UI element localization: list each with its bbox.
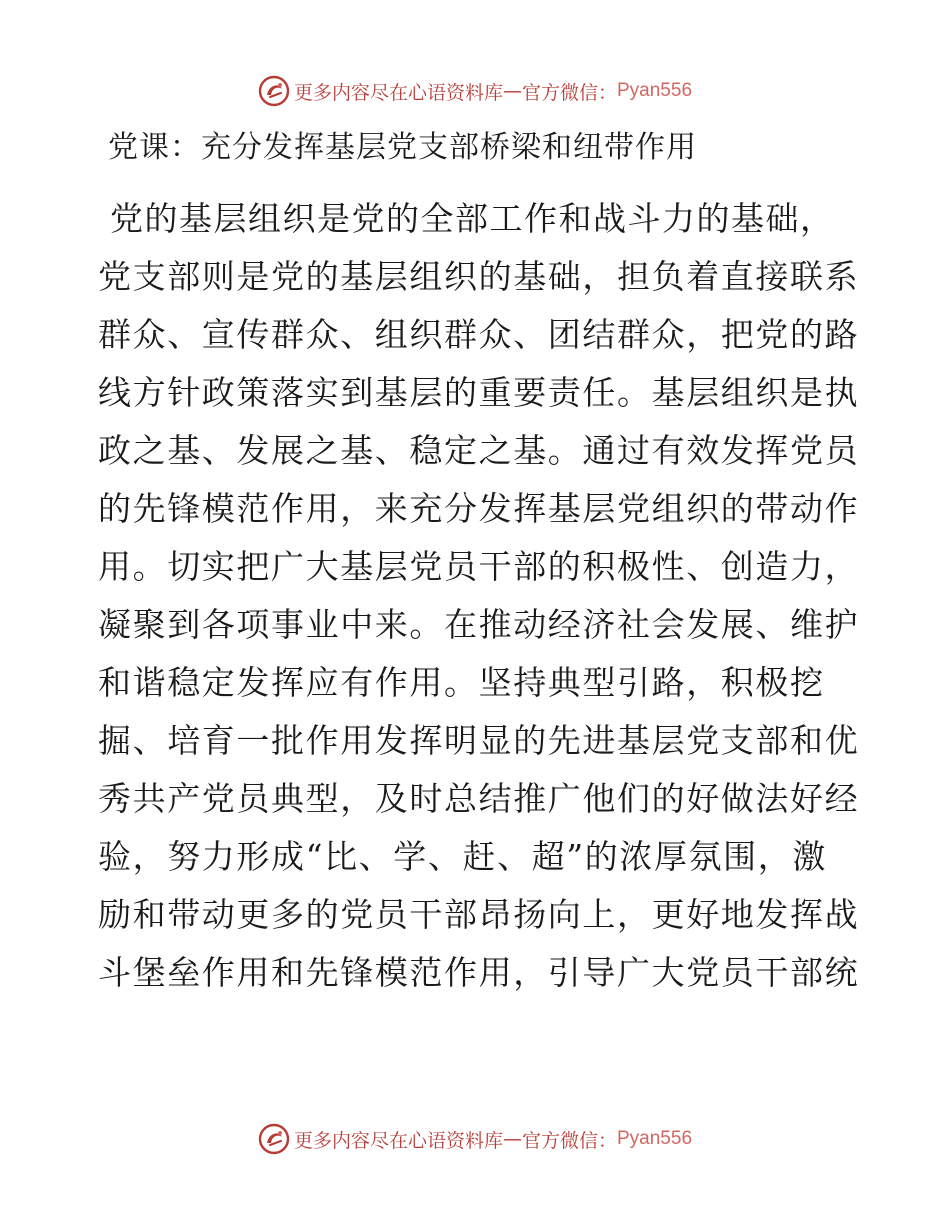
paragraph-line: 的先锋模范作用，来充分发挥基层党组织的带动作 (98, 489, 860, 528)
wechat-label: 官方微信： (521, 1129, 617, 1152)
wechat-label: 官方微信： (521, 81, 617, 104)
footer-banner (0, 1119, 950, 1159)
wechat-id: Pyan556 (617, 80, 693, 101)
paragraph-line: 斗堡垒作用和先锋模范作用，引导广大党员干部统 (98, 953, 860, 992)
paragraph-line: 党的基层组织是党的全部工作和战斗力的基础， (110, 199, 835, 238)
page-title: 党课：充分发挥基层党支部桥梁和纽带作用 (108, 130, 697, 165)
paragraph-line: 党支部则是党的基层组织的基础，担负着直接联系 (98, 257, 860, 296)
promo-text: 更多内容尽在心语资料库 (293, 81, 503, 104)
wechat-id: Pyan556 (617, 1128, 693, 1149)
promo-text: 更多内容尽在心语资料库 (293, 1129, 503, 1152)
paragraph-line: 群众、宣传群众、组织群众、团结群众，把党的路 (98, 315, 860, 354)
body-paragraph (98, 190, 858, 1002)
red-swirl-logo-icon (258, 1123, 290, 1155)
paragraph-line: 和谐稳定发挥应有作用。坚持典型引路，积极挖 (98, 663, 825, 702)
paragraph-line: 用。切实把广大基层党员干部的积极性、创造力， (98, 547, 860, 586)
header-banner (0, 71, 950, 111)
paragraph-line: 励和带动更多的党员干部昂扬向上，更好地发挥战 (98, 895, 860, 934)
banner-separator: — (502, 1128, 522, 1150)
red-swirl-logo-icon (258, 75, 290, 107)
paragraph-line: 线方针政策落实到基层的重要责任。基层组织是执 (98, 373, 860, 412)
paragraph-line: 掘、培育一批作用发挥明显的先进基层党支部和优 (98, 721, 860, 760)
banner-separator: — (502, 80, 522, 102)
paragraph-line: 政之基、发展之基、稳定之基。通过有效发挥党员 (98, 431, 860, 470)
paragraph-line: 秀共产党员典型，及时总结推广他们的好做法好经 (98, 779, 860, 818)
paragraph-line: 验，努力形成“比、学、赶、超”的浓厚氛围，激 (98, 837, 827, 876)
paragraph-line: 凝聚到各项事业中来。在推动经济社会发展、维护 (98, 605, 860, 644)
